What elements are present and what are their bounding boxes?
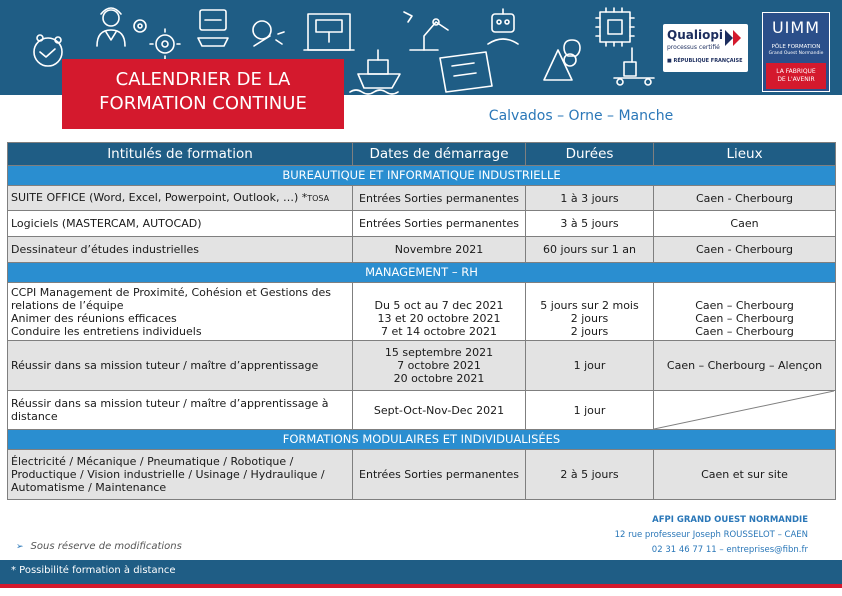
training-dates [353,341,526,391]
training-locations: Caen – Cherbourg – Alençon [654,341,836,391]
distance-note: * Possibilité formation à distance [11,565,176,576]
training-title: Réussir dans sa mission tuteur / maître d’apprentissage à distance [8,391,353,430]
training-title-line: Animer des réunions efficaces [11,311,177,325]
qualiopi-arrows-icon [725,30,745,46]
gears-icon [134,20,180,59]
training-title: Dessinateur d’études industrielles [8,237,353,263]
training-dates: Entrées Sorties permanentes [353,450,526,500]
qualiopi-name: Qualiopi [667,28,724,42]
engineer-icon [97,8,125,46]
uimm-tagline-2: DE L'AVENIR [777,76,815,83]
training-title-line: Électricité / Mécanique / Pneumatique / Robotique / [11,455,294,468]
afpi-org-name: AFPI GRAND OUEST NORMANDIE [652,515,808,525]
uimm-pole: PÔLE FORMATION [771,44,821,50]
arrow-right-icon: ➢ [16,542,24,552]
section-row-bureautique [8,166,836,186]
training-dates: Entrées Sorties permanentes [353,186,526,211]
training-title [8,283,353,341]
training-date-line: 20 octobre 2021 [393,372,485,385]
training-location-line: Caen – Cherbourg [695,324,794,338]
training-title-text: SUITE OFFICE (Word, Excel, Powerpoint, Outlook, …) * [11,191,308,204]
training-duration: 1 à 3 jours [526,186,654,211]
training-locations: Caen - Cherbourg [654,186,836,211]
training-duration-line: 2 jours [570,311,609,325]
training-date-line: 15 septembre 2021 [384,346,494,359]
chip-icon [596,8,634,46]
section-title: FORMATIONS MODULAIRES ET INDIVIDUALISÉES [8,430,836,450]
robot-arm-icon [404,12,448,50]
training-date-line: Du 5 oct au 7 dec 2021 [374,298,504,312]
training-date-line: 7 octobre 2021 [397,359,481,372]
training-duration: 60 jours sur 1 an [526,237,654,263]
training-location-line: Caen – Cherbourg [695,298,794,312]
table-row [8,341,836,391]
training-duration: 2 à 5 jours [526,450,654,500]
training-title [8,450,353,500]
press-machine-icon [304,14,354,50]
footer-band [0,560,842,584]
ship-icon [350,50,400,94]
column-header-duration: Durées [526,143,654,166]
section-row-management [8,263,836,283]
page-title-line1: CALENDRIER DE LA [115,69,291,90]
training-duration: 3 à 5 jours [526,211,654,237]
page-title [62,59,344,129]
table-header-row [8,143,836,166]
training-title-line: Automatisme / Maintenance [11,481,167,494]
afpi-contact-block [615,513,808,558]
innovation-icon [544,40,580,80]
uimm-tagline-1: LA FABRIQUE [776,68,816,75]
uimm-region: Grand Ouest Normandie [768,51,824,56]
training-duration-line: 2 jours [570,324,609,338]
empty-cell-diagonal [654,391,834,429]
qualiopi-republic: ■ RÉPUBLIQUE FRANÇAISE [667,58,743,64]
tosa-tag: TOSA [307,194,330,203]
robot-icon [488,9,518,44]
page-title-line2: FORMATION CONTINUE [99,93,307,114]
region-subtitle: Calvados – Orne – Manche [488,108,674,124]
training-locations [654,283,836,341]
section-title: MANAGEMENT – RH [8,263,836,283]
reserve-note-text: Sous réserve de modifications [30,541,182,552]
training-dates: Novembre 2021 [353,237,526,263]
training-locations: Caen et sur site [654,450,836,500]
uimm-logo [762,12,830,92]
training-dates [353,283,526,341]
table-row [8,211,836,237]
uimm-tagline [766,63,826,89]
training-date-line: 7 et 14 octobre 2021 [381,324,497,338]
training-title: Réussir dans sa mission tuteur / maître d’apprentissage [8,341,353,391]
training-title-line: Conduire les entretiens individuels [11,324,202,338]
training-dates: Sept-Oct-Nov-Dec 2021 [353,391,526,430]
welding-icon [253,21,284,46]
training-title [8,186,353,211]
handshake-icon [34,35,62,66]
footer-red-line [0,584,842,596]
mechanic-icon [198,10,228,46]
training-duration: 1 jour [526,341,654,391]
training-date-line: 13 et 20 octobre 2021 [377,311,501,325]
qualiopi-logo [663,24,748,72]
table-row [8,391,836,430]
training-dates: Entrées Sorties permanentes [353,211,526,237]
uimm-name: UIMM [771,18,821,37]
training-title: Logiciels (MASTERCAM, AUTOCAD) [8,211,353,237]
training-duration-line: 5 jours sur 2 mois [540,298,639,312]
training-locations: Caen - Cherbourg [654,237,836,263]
column-header-locations: Lieux [654,143,836,166]
training-duration [526,283,654,341]
table-row [8,283,836,341]
training-location-line: Caen – Cherbourg [695,311,794,325]
afpi-contact: 02 31 46 77 11 – entreprises@fibn.fr [651,545,808,555]
training-title-line: CCPI Management de Proximité, Cohésion et Gestions des relations de l’équipe [11,285,331,312]
section-row-modulaires [8,430,836,450]
training-title-line: Productique / Vision industrielle / Usinage / Hydraulique / [11,468,325,481]
training-calendar-table [7,142,836,500]
table-row [8,450,836,500]
reserve-note [16,541,182,552]
training-locations: Caen [654,211,836,237]
column-header-title: Intitulés de formation [8,143,353,166]
training-locations-empty [654,391,836,430]
table-row [8,186,836,211]
factory-icon [614,48,654,85]
blueprint-icon [440,52,492,92]
afpi-address: 12 rue professeur Joseph ROUSSELOT – CAEN [614,530,808,540]
qualiopi-subtitle: processus certifié [667,44,720,51]
column-header-dates: Dates de démarrage [353,143,526,166]
table-row [8,237,836,263]
training-duration: 1 jour [526,391,654,430]
section-title: BUREAUTIQUE ET INFORMATIQUE INDUSTRIELLE [8,166,836,186]
